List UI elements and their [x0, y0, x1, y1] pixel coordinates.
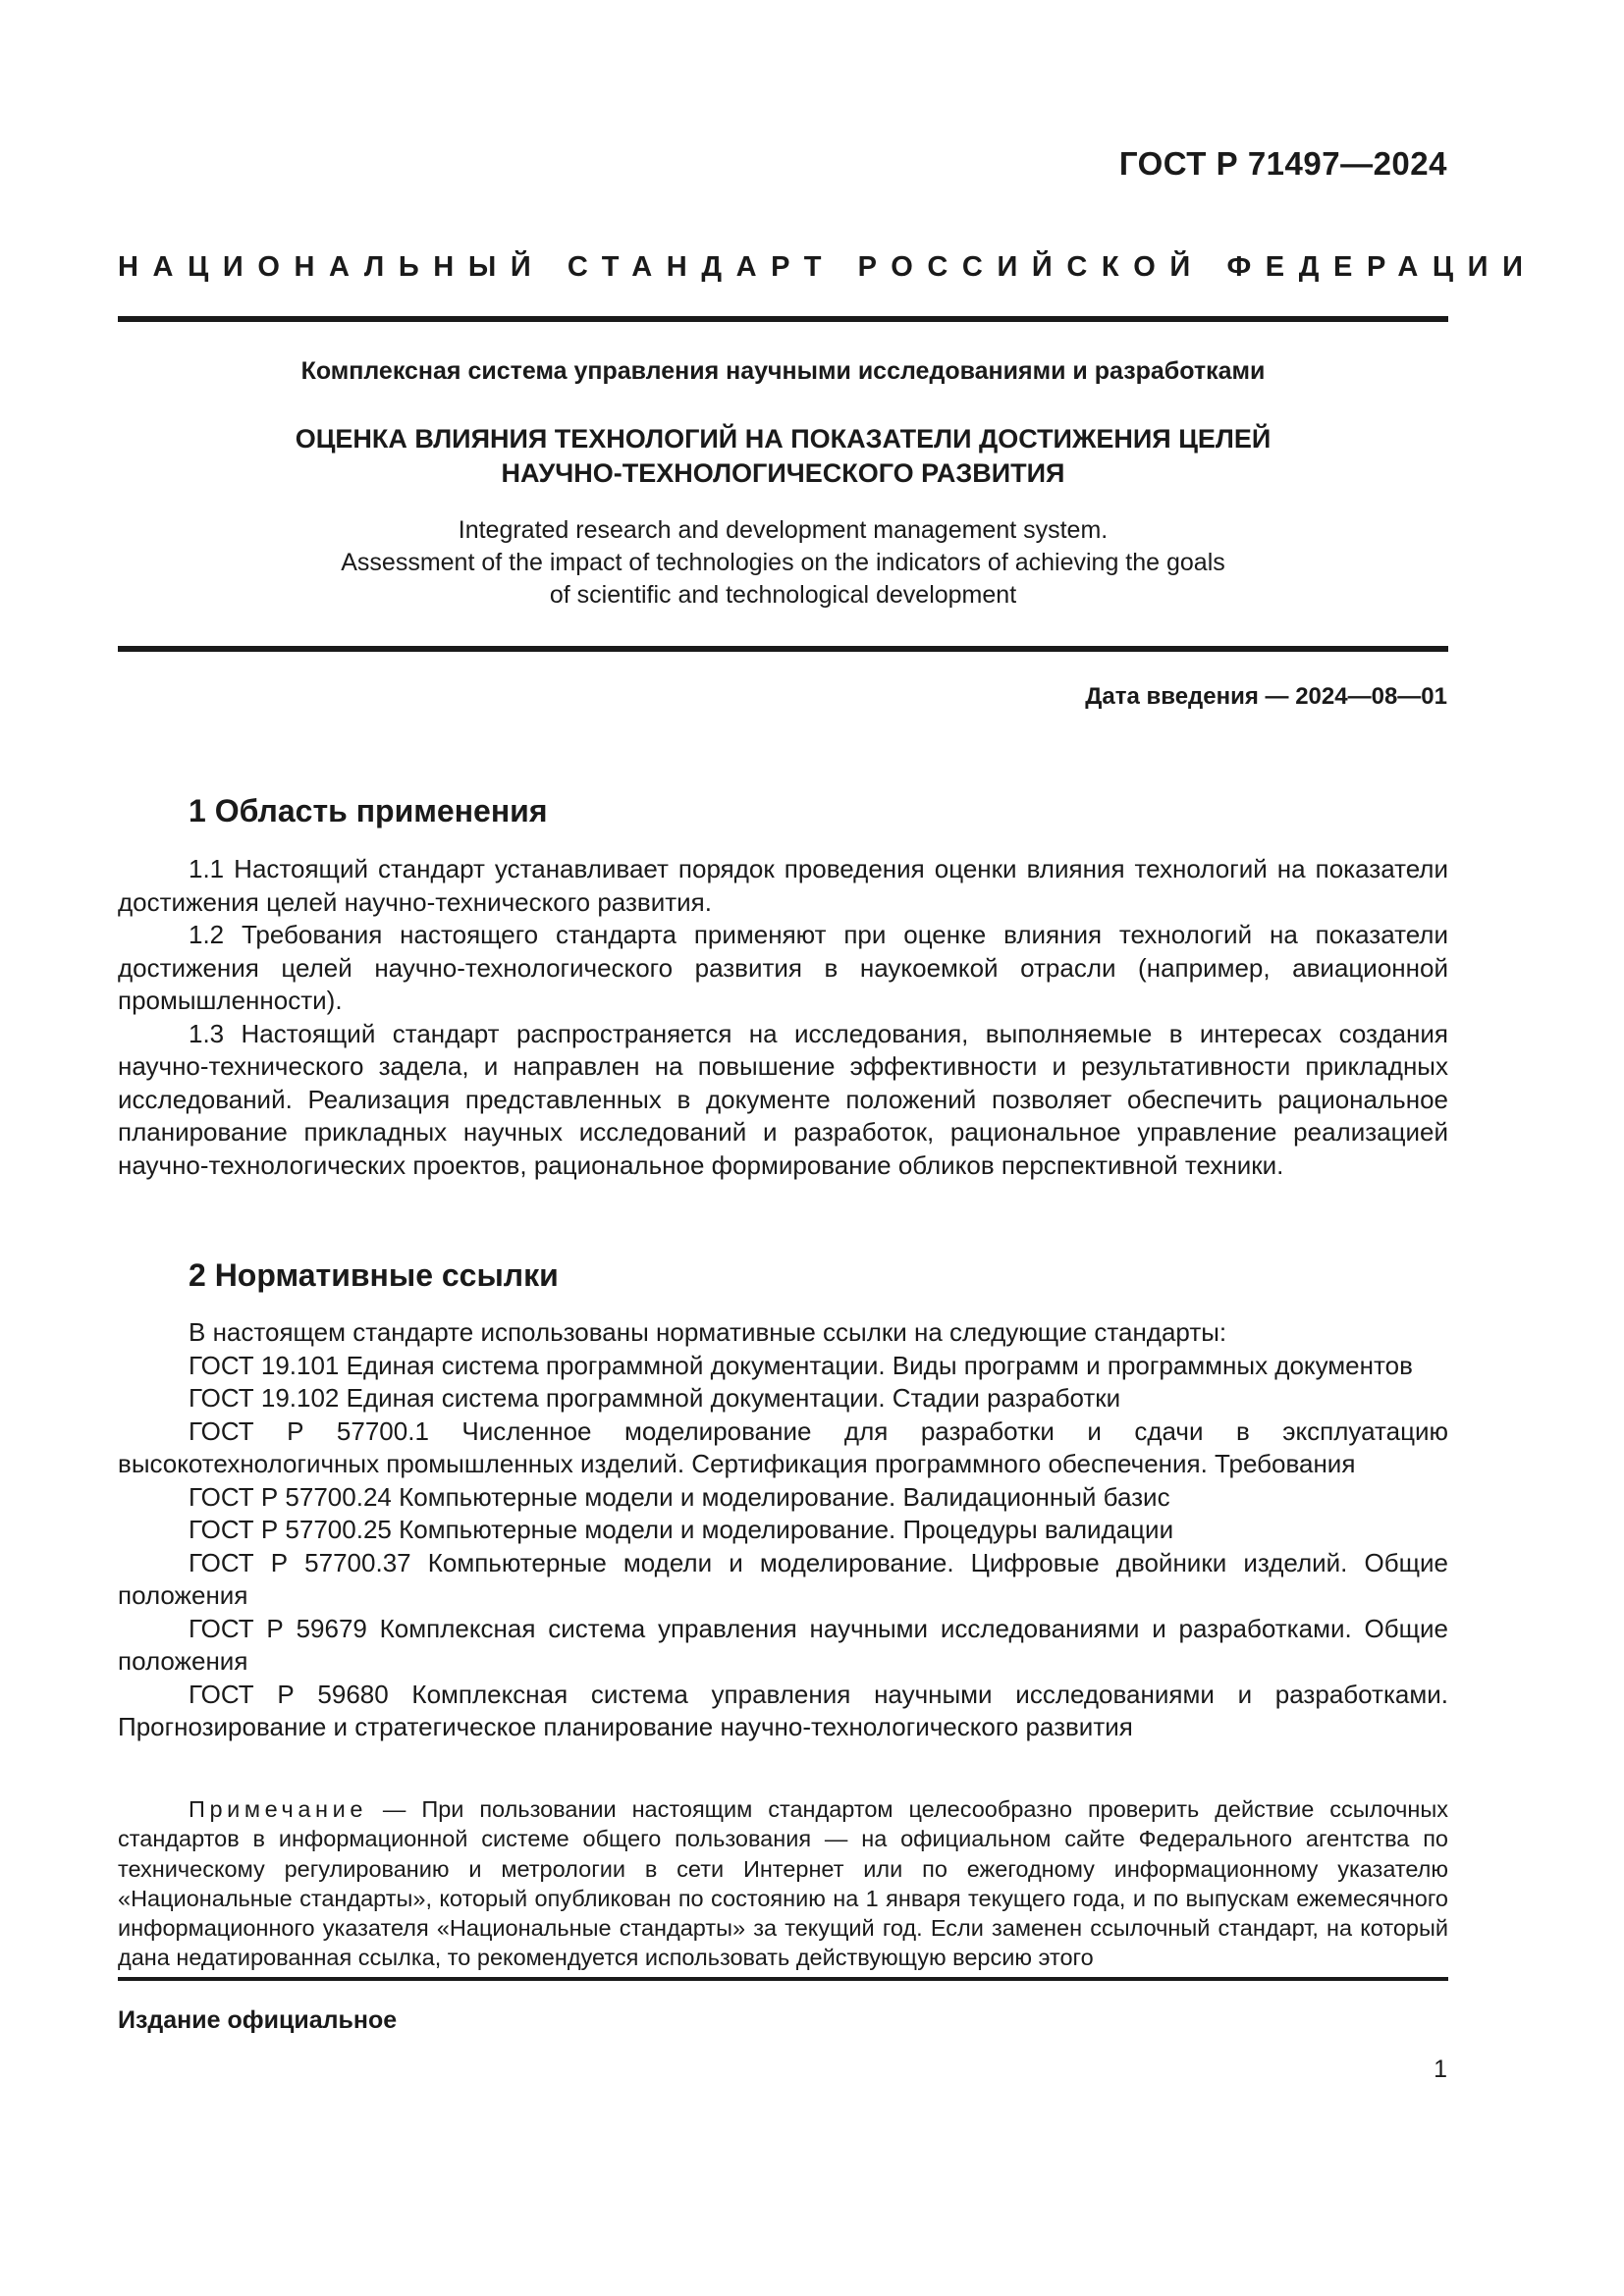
intro-date: Дата введения — 2024—08—01 [1085, 683, 1447, 710]
reference-item: ГОСТ 19.101 Единая система программной документации. Виды программ и программных документов [189, 1350, 1413, 1380]
paragraph-1-2: 1.2 Требования настоящего стандарта применяют при оценке влияния технологий на показатели достижения целей научно-технологического развития в наукоемкой отрасли (например, авиационной промышленности). [118, 920, 1448, 1015]
footer-divider [118, 1977, 1448, 1981]
top-divider [118, 316, 1448, 322]
section-2-body [118, 1316, 1448, 1744]
english-title [118, 514, 1448, 612]
reference-item: ГОСТ Р 59680 Комплексная система управления научными исследованиями и разработками. Прогнозирование и стратегическое планирование научно-технологического развития [118, 1679, 1448, 1741]
document-title-line: НАУЧНО-ТЕХНОЛОГИЧЕСКОГО РАЗВИТИЯ [501, 458, 1065, 488]
section-1-heading: 1 Область применения [189, 793, 548, 828]
english-title-line: of scientific and technological development [549, 581, 1017, 609]
page-number: 1 [1434, 2056, 1447, 2083]
document-title [118, 422, 1448, 491]
paragraph-1-3: 1.3 Настоящий стандарт распространяется на исследования, выполняемые в интересах создания научно-технического задела, и направлен на повышение эффективности и результативности прикладных исследований. Реализация представленных в документе положений позволяет обеспечить рациональное планирование прикладных научных исследований и разработок, рациональное управление реализацией научно-технологических проектов, рациональное формирование обликов перспективной техники. [118, 1018, 1448, 1180]
reference-item: ГОСТ Р 57700.24 Компьютерные модели и моделирование. Валидационный базис [189, 1481, 1170, 1512]
note-paragraph [118, 1794, 1448, 1973]
note-label: Примечание [189, 1796, 368, 1822]
official-edition: Издание официальное [118, 2006, 398, 2034]
references-intro: В настоящем стандарте использованы нормативные ссылки на следующие стандарты: [189, 1317, 1227, 1347]
reference-item: ГОСТ Р 57700.1 Численное моделирование для разработки и сдачи в эксплуатацию высокотехнологичных промышленных изделий. Сертификация программного обеспечения. Требования [118, 1415, 1448, 1478]
reference-item: ГОСТ Р 59679 Комплексная система управления научными исследованиями и разработками. Общие положения [118, 1613, 1448, 1676]
series-title: Комплексная система управления научными исследованиями и разработками [300, 357, 1266, 385]
note-text: — При пользовании настоящим стандартом целесообразно проверить действие ссылочных стандартов в информационной системе общего пользования — на официальном сайте Федерального агентства по техническому регулированию и метрологии в сети Интернет или по ежегодному информационному указателю «Национальные стандарты», который опубликован по состоянию на 1 января текущего года, и по выпускам ежемесячного информационного указателя «Национальные стандарты» за текущий год. Если заменен ссылочный стандарт, на который дана недатированная ссылка, то рекомендуется использовать действующую версию этого [118, 1796, 1448, 1971]
reference-item: ГОСТ Р 57700.25 Компьютерные модели и моделирование. Процедуры валидации [189, 1515, 1174, 1544]
note-block [118, 1794, 1448, 1973]
paragraph-1-1: 1.1 Настоящий стандарт устанавливает порядок проведения оценки влияния технологий на показатели достижения целей научно-технического развития. [118, 854, 1448, 917]
title-divider [118, 646, 1448, 652]
national-standard-heading: НАЦИОНАЛЬНЫЙ СТАНДАРТ РОССИЙСКОЙ ФЕДЕРАЦИИ [118, 251, 1538, 283]
section-1-body [118, 853, 1448, 1182]
english-title-line: Assessment of the impact of technologies on the indicators of achieving the goals [341, 549, 1225, 576]
section-2-heading: 2 Нормативные ссылки [189, 1257, 559, 1293]
reference-item: ГОСТ Р 57700.37 Компьютерные модели и моделирование. Цифровые двойники изделий. Общие положения [118, 1547, 1448, 1610]
reference-item: ГОСТ 19.102 Единая система программной документации. Стадии разработки [189, 1383, 1121, 1413]
english-title-line: Integrated research and development management system. [458, 516, 1109, 544]
document-title-line: ОЦЕНКА ВЛИЯНИЯ ТЕХНОЛОГИЙ НА ПОКАЗАТЕЛИ ДОСТИЖЕНИЯ ЦЕЛЕЙ [295, 424, 1272, 454]
gost-number: ГОСТ Р 71497—2024 [1118, 145, 1447, 182]
